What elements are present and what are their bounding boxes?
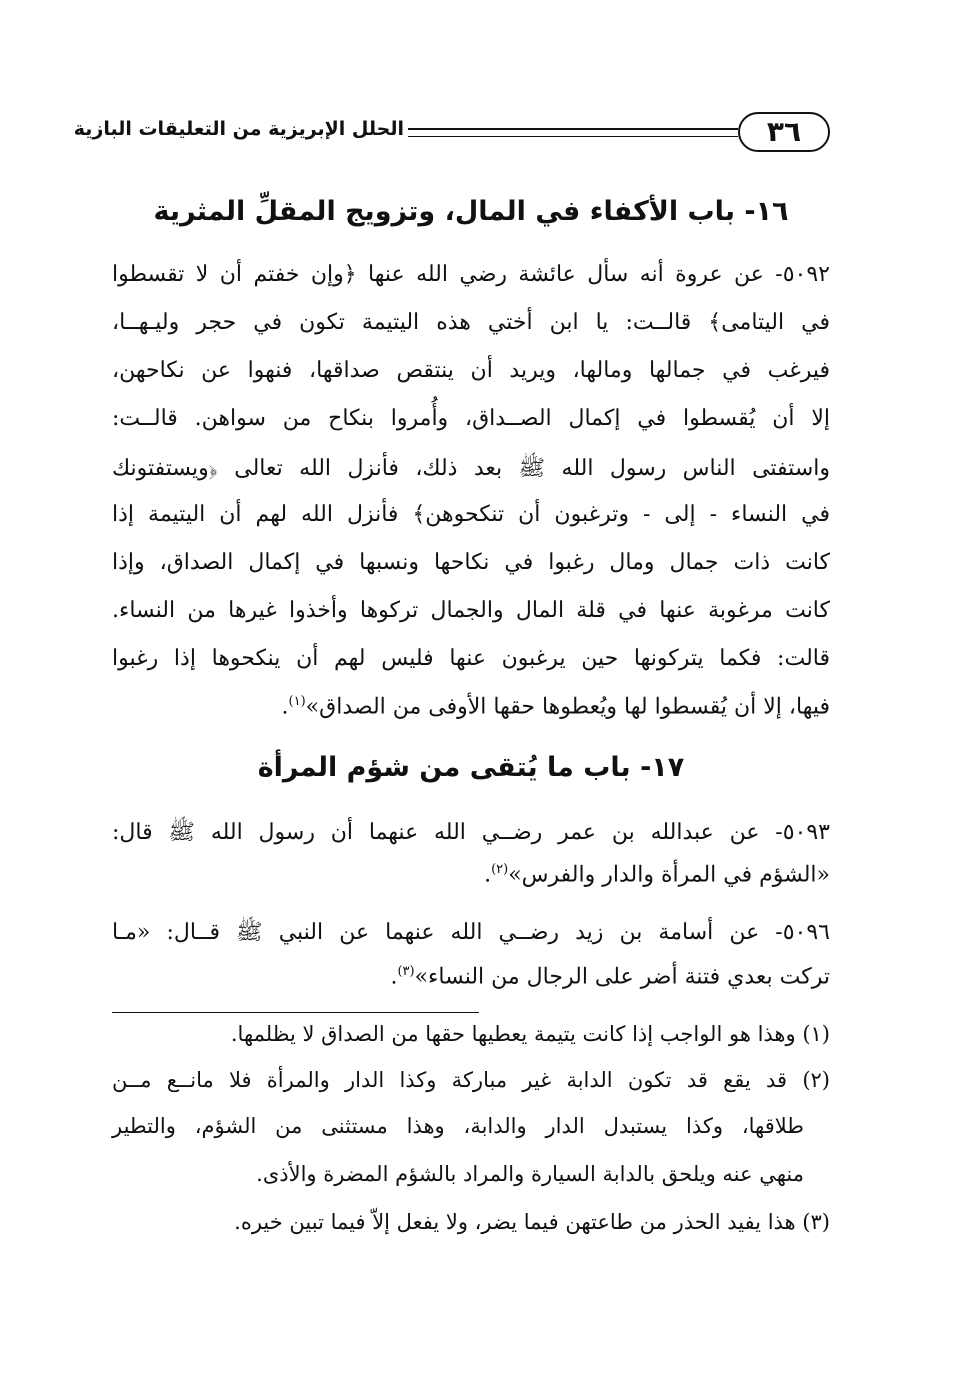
page-number: ٣٦ bbox=[738, 112, 830, 152]
text-line: ٥٠٩٣- عن عبدالله بن عمر رضــي الله عنهما أن رسول الله ﷺ قال: bbox=[112, 820, 830, 845]
text-line: في اليتامى﴾ قالــت: يا ابن أختي هذه اليتيمة تكون في حجر وليـهــا، bbox=[112, 310, 830, 335]
header-rule-thin bbox=[408, 136, 738, 137]
text-line: كانت مرغوبة عنها في قلة المال والجمال تركوها وأخذوا غيرها من النساء. bbox=[112, 598, 830, 623]
footnote-marker: (٢) bbox=[491, 862, 509, 877]
text-line: واستفتى الناس رسول الله ﷺ بعد ذلك، فأنزل الله تعالى ﴿ويستفتونك bbox=[112, 456, 830, 481]
footnote-2-cont: منهي عنه ويلحق بالدابة السيارة والمراد بالشؤم المضرة والأذى. bbox=[256, 1162, 804, 1186]
text-line: كانت ذات جمال ومال رغبوا في نكاحها ونسبها في إكمال الصداق، وإذا bbox=[112, 550, 830, 575]
footnote-separator bbox=[112, 1012, 479, 1013]
text-line: إلا أن يُقسطوا في إكمال الصــداق، وأُمروا بنكاح من سواهن. قالــت: bbox=[112, 406, 830, 431]
text-line: فيها، إلا أن يُقسطوا لها ويُعطوها حقها الأوفى من الصداق»$^{(١)}$. bbox=[281, 694, 830, 720]
text-line-content: «الشؤم في المرأة والدار والفرس» bbox=[508, 862, 830, 888]
header-rule bbox=[408, 128, 738, 130]
text-line: ٥٠٩٦- عن أسامة بن زيد رضــي الله عنهما عن النبي ﷺ قــال: «مـا bbox=[112, 920, 830, 945]
page-header bbox=[73, 112, 830, 158]
footnote-marker: (٣) bbox=[397, 964, 415, 979]
footnote-2: (٢) قد يقع قد تكون الدابة غير مباركة وكذا الدار والمرأة فلا مانــع مــن bbox=[112, 1068, 830, 1092]
footnote-marker: (١) bbox=[288, 694, 306, 709]
chapter-title-17: ١٧- باب ما يُتقى من شؤم المرأة bbox=[257, 752, 685, 783]
text-line-content: فيها، إلا أن يُقسطوا لها ويُعطوها حقها الأوفى من الصداق» bbox=[305, 694, 830, 720]
text-line: قالت: فكما يتركونها حين يرغبون عنها فليس لهم أن ينكحوها إذا رغبوا bbox=[112, 646, 830, 671]
text-line: ٥٠٩٢- عن عروة أنه سأل عائشة رضي الله عنها ﴿وإن خفتم أن لا تقسطوا bbox=[112, 262, 830, 287]
book-title: الحلل الإبريزية من التعليقات البازية bbox=[73, 118, 404, 140]
footnote-1: (١) وهذا هو الواجب إذا كانت يتيمة يعطيها حقها من الصداق لا يظلمها. bbox=[230, 1022, 830, 1046]
text-line: تركت بعدي فتنة أضر على الرجال من النساء»$^{(٣)}$. bbox=[390, 964, 830, 990]
text-line-content: تركت بعدي فتنة أضر على الرجال من النساء» bbox=[414, 964, 830, 990]
text-line: «الشؤم في المرأة والدار والفرس»$^{(٢)}$. bbox=[484, 862, 830, 888]
text-line: في النساء - إلى - وترغبون أن تنكحوهن﴾ فأنزل الله لهم أن اليتيمة إذا bbox=[112, 502, 830, 527]
chapter-title-16: ١٦- باب الأكفاء في المال، وتزويج المقلِّ المثرية bbox=[153, 196, 789, 227]
text-line: فيرغب في جمالها ومالها، ويريد أن ينتقص صداقها، فنهوا عن نكاحهن، bbox=[112, 358, 830, 383]
footnote-3: (٣) هذا يفيد الحذر من طاعتهن فيما يضر، ولا يفعل إلاّ فيما تبين خيره. bbox=[234, 1210, 830, 1234]
footnote-2-cont: طلاقها، وكذا يستبدل الدار والدابة، وهذا مستثنى من الشؤم، والتطير bbox=[112, 1114, 804, 1138]
